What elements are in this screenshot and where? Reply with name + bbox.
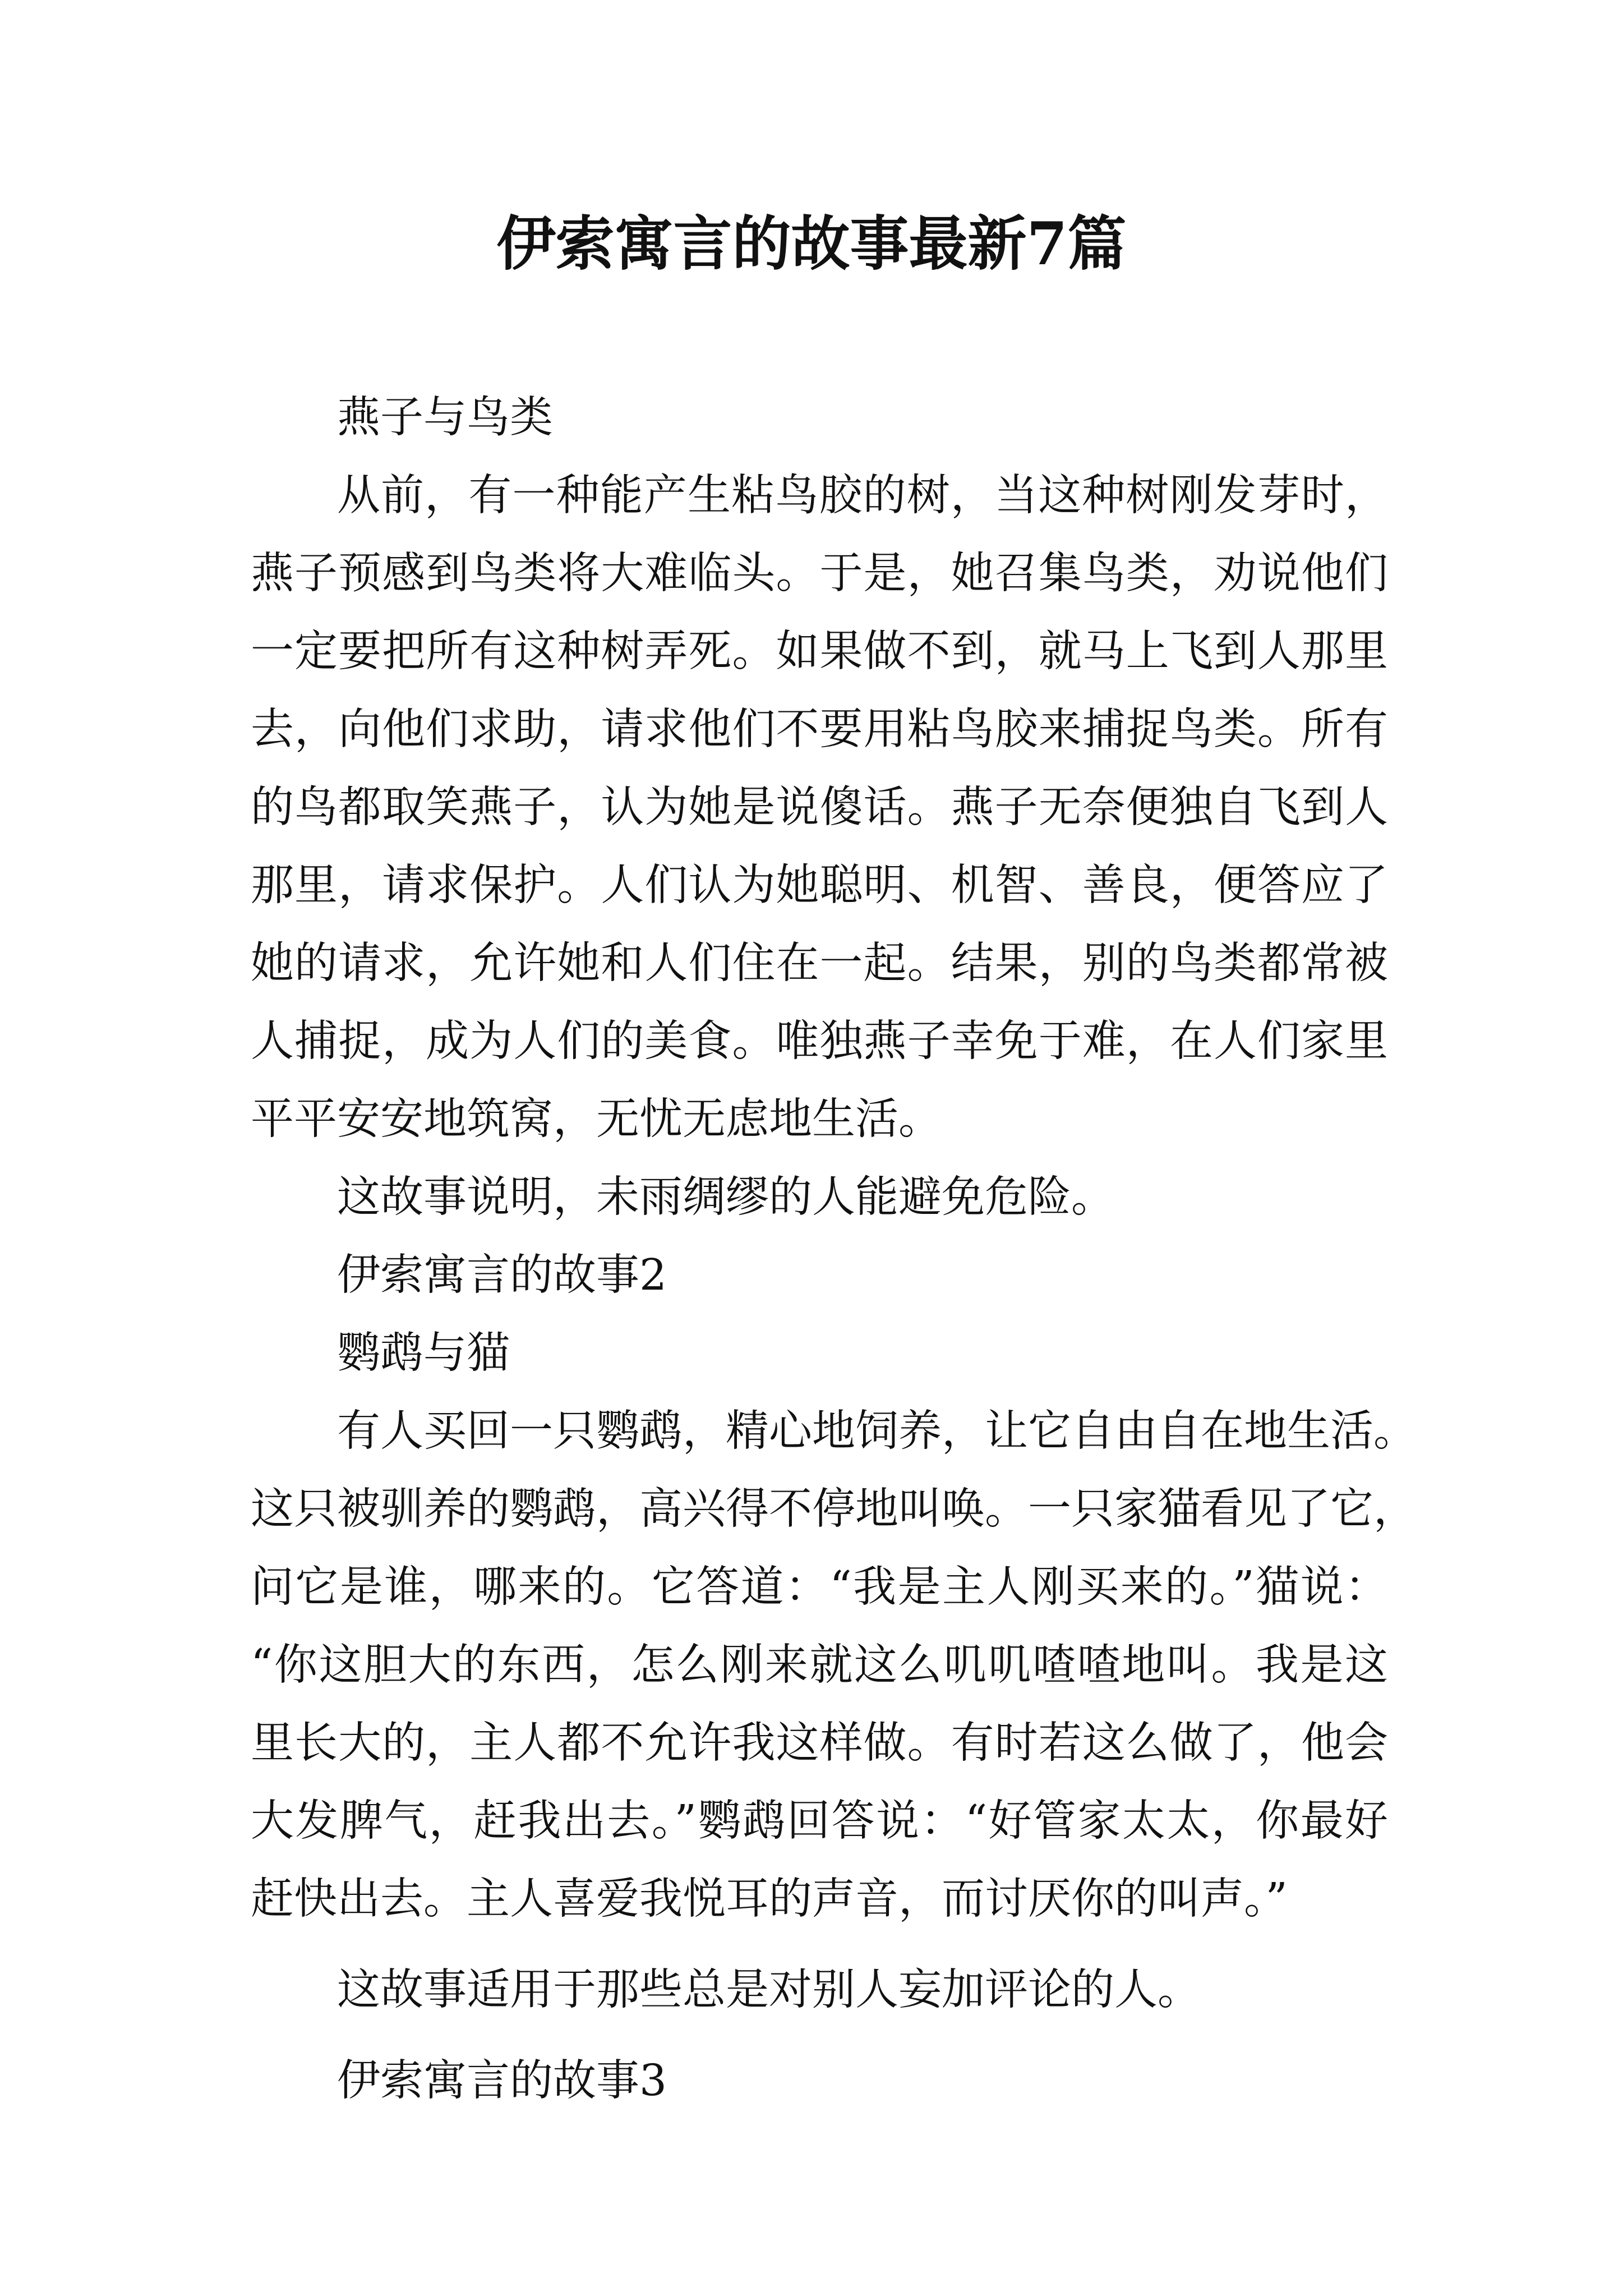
paragraph-line: 赶快出去。主人喜爱我悦耳的声音，而讨厌你的叫声。” xyxy=(251,1874,1288,1924)
paragraph-line: 这故事说明，未雨绸缪的人能避免危险。 xyxy=(337,1172,1114,1222)
moral-paragraph-parrot xyxy=(251,1951,1388,2029)
paragraph-line: 问它是谁，哪来的。它答道：“我是主人刚买来的。”猫说： xyxy=(251,1562,1388,1612)
paragraph-line: 平平安安地筑窝，无忧无虑地生活。 xyxy=(251,1094,942,1144)
paragraph-line: 那里，请求保护。人们认为她聪明、机智、善良，便答应了 xyxy=(251,861,1388,910)
story-title-swallow xyxy=(251,379,1388,457)
story-title-parrot xyxy=(251,1314,1388,1392)
document-body xyxy=(251,379,1417,2120)
paragraph-line: 从前，有一种能产生粘鸟胶的树，当这种树刚发芽时， xyxy=(337,471,1388,521)
page-title: 伊索寓言的故事最新7篇 xyxy=(496,209,1127,278)
paragraph-line: 人捕捉，成为人们的美食。唯独燕子幸免于难，在人们家里 xyxy=(251,1016,1388,1066)
story-paragraph-swallow xyxy=(251,457,1388,1158)
paragraph-line: 里长大的，主人都不允许我这样做。有时若这么做了，他会 xyxy=(251,1718,1388,1768)
paragraph-line: 燕子与鸟类 xyxy=(337,393,553,443)
paragraph-line: 去，向他们求助，请求他们不要用粘鸟胶来捕捉鸟类。所有 xyxy=(251,705,1388,754)
section-heading-3 xyxy=(251,2042,1388,2120)
paragraph-line: 这只被驯养的鹦鹉，高兴得不停地叫唤。一只家猫看见了它， xyxy=(251,1484,1417,1534)
paragraph-line: “你这胆大的东西，怎么刚来就这么叽叽喳喳地叫。我是这 xyxy=(251,1640,1388,1690)
paragraph-line: 伊索寓言的故事2 xyxy=(337,1250,667,1300)
paragraph-line: 有人买回一只鹦鹉，精心地饲养，让它自由自在地生活。 xyxy=(337,1406,1417,1456)
story-paragraph-parrot xyxy=(251,1392,1417,1938)
paragraph-line: 大发脾气，赶我出去。”鹦鹉回答说：“好管家太太，你最好 xyxy=(251,1796,1388,1846)
moral-paragraph-swallow xyxy=(251,1158,1388,1236)
paragraph-line: 燕子预感到鸟类将大难临头。于是，她召集鸟类，劝说他们 xyxy=(251,549,1388,599)
paragraph-line: 的鸟都取笑燕子，认为她是说傻话。燕子无奈便独自飞到人 xyxy=(251,783,1388,832)
section-heading-2 xyxy=(251,1236,1388,1314)
paragraph-line: 她的请求，允许她和人们住在一起。结果，别的鸟类都常被 xyxy=(251,938,1388,988)
paragraph-line: 伊索寓言的故事3 xyxy=(337,2056,667,2106)
paragraph-line: 鹦鹉与猫 xyxy=(337,1328,510,1378)
paragraph-line: 一定要把所有这种树弄死。如果做不到，就马上飞到人那里 xyxy=(251,627,1388,677)
paragraph-line: 这故事适用于那些总是对别人妄加评论的人。 xyxy=(337,1965,1201,2015)
